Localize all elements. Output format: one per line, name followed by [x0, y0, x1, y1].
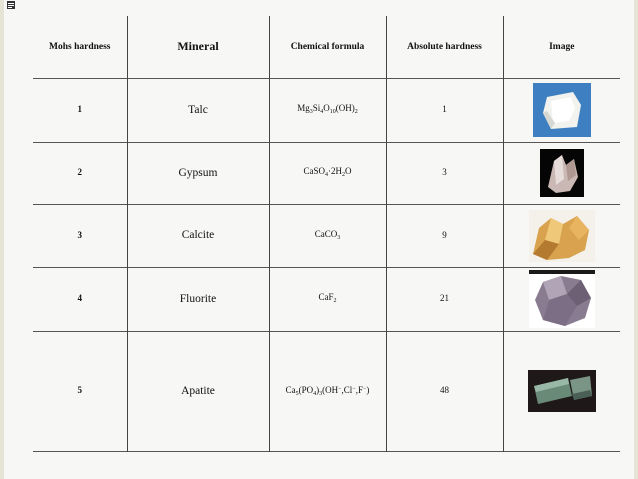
talc-photo: [533, 83, 591, 137]
image-cell: [503, 331, 620, 451]
mineral-name: Fluorite: [127, 267, 269, 331]
mineral-name: Apatite: [127, 331, 269, 451]
header-mineral: Mineral: [127, 16, 269, 78]
image-cell: [503, 204, 620, 267]
absolute-hardness-value: 3: [386, 142, 503, 204]
header-image: Image: [549, 41, 575, 52]
mohs-hardness-table: [33, 16, 620, 452]
header-absolute-hardness: Absolute hardness: [386, 16, 503, 78]
table-row: [33, 331, 620, 451]
image-cell: [503, 142, 620, 204]
table-row: [33, 142, 620, 204]
table-row: [33, 267, 620, 331]
table-header-row: [33, 16, 620, 78]
image-cell: [503, 267, 620, 331]
mineral-name: Calcite: [127, 204, 269, 267]
gypsum-photo: [540, 149, 584, 197]
mineral-name: Talc: [127, 78, 269, 142]
chemical-formula: $Ca_5(PO_4)_3(OH^-,Cl^-,F^-)$: [269, 331, 386, 451]
slide: [4, 0, 634, 479]
absolute-hardness-value: 1: [386, 78, 503, 142]
chemical-formula: CaF$_2$: [269, 267, 386, 331]
mohs-value: 2: [33, 142, 127, 204]
mohs-value: 5: [33, 331, 127, 451]
chemical-formula: $CaSO_4\cdot 2H_2O$: [269, 142, 386, 204]
table-row: [33, 204, 620, 267]
mohs-value: 1: [33, 78, 127, 142]
mohs-value: 4: [33, 267, 127, 331]
header-chemical-formula: Chemical formula: [269, 16, 386, 78]
absolute-hardness-value: 21: [386, 267, 503, 331]
apatite-photo: [528, 370, 596, 412]
fluorite-photo: [529, 270, 595, 328]
mohs-value: 3: [33, 204, 127, 267]
header-mohs-hardness: Mohs hardness: [33, 16, 127, 78]
absolute-hardness-value: 48: [386, 331, 503, 451]
image-cell: [503, 78, 620, 142]
mineral-name: Gypsum: [127, 142, 269, 204]
slide-menu-icon[interactable]: [7, 1, 15, 9]
chemical-formula: $Mg_3Si_4O_{10}(OH)_2$: [269, 78, 386, 142]
calcite-photo: [529, 210, 595, 262]
table-row: [33, 78, 620, 142]
absolute-hardness-value: 9: [386, 204, 503, 267]
chemical-formula: CaCO$_3$: [269, 204, 386, 267]
